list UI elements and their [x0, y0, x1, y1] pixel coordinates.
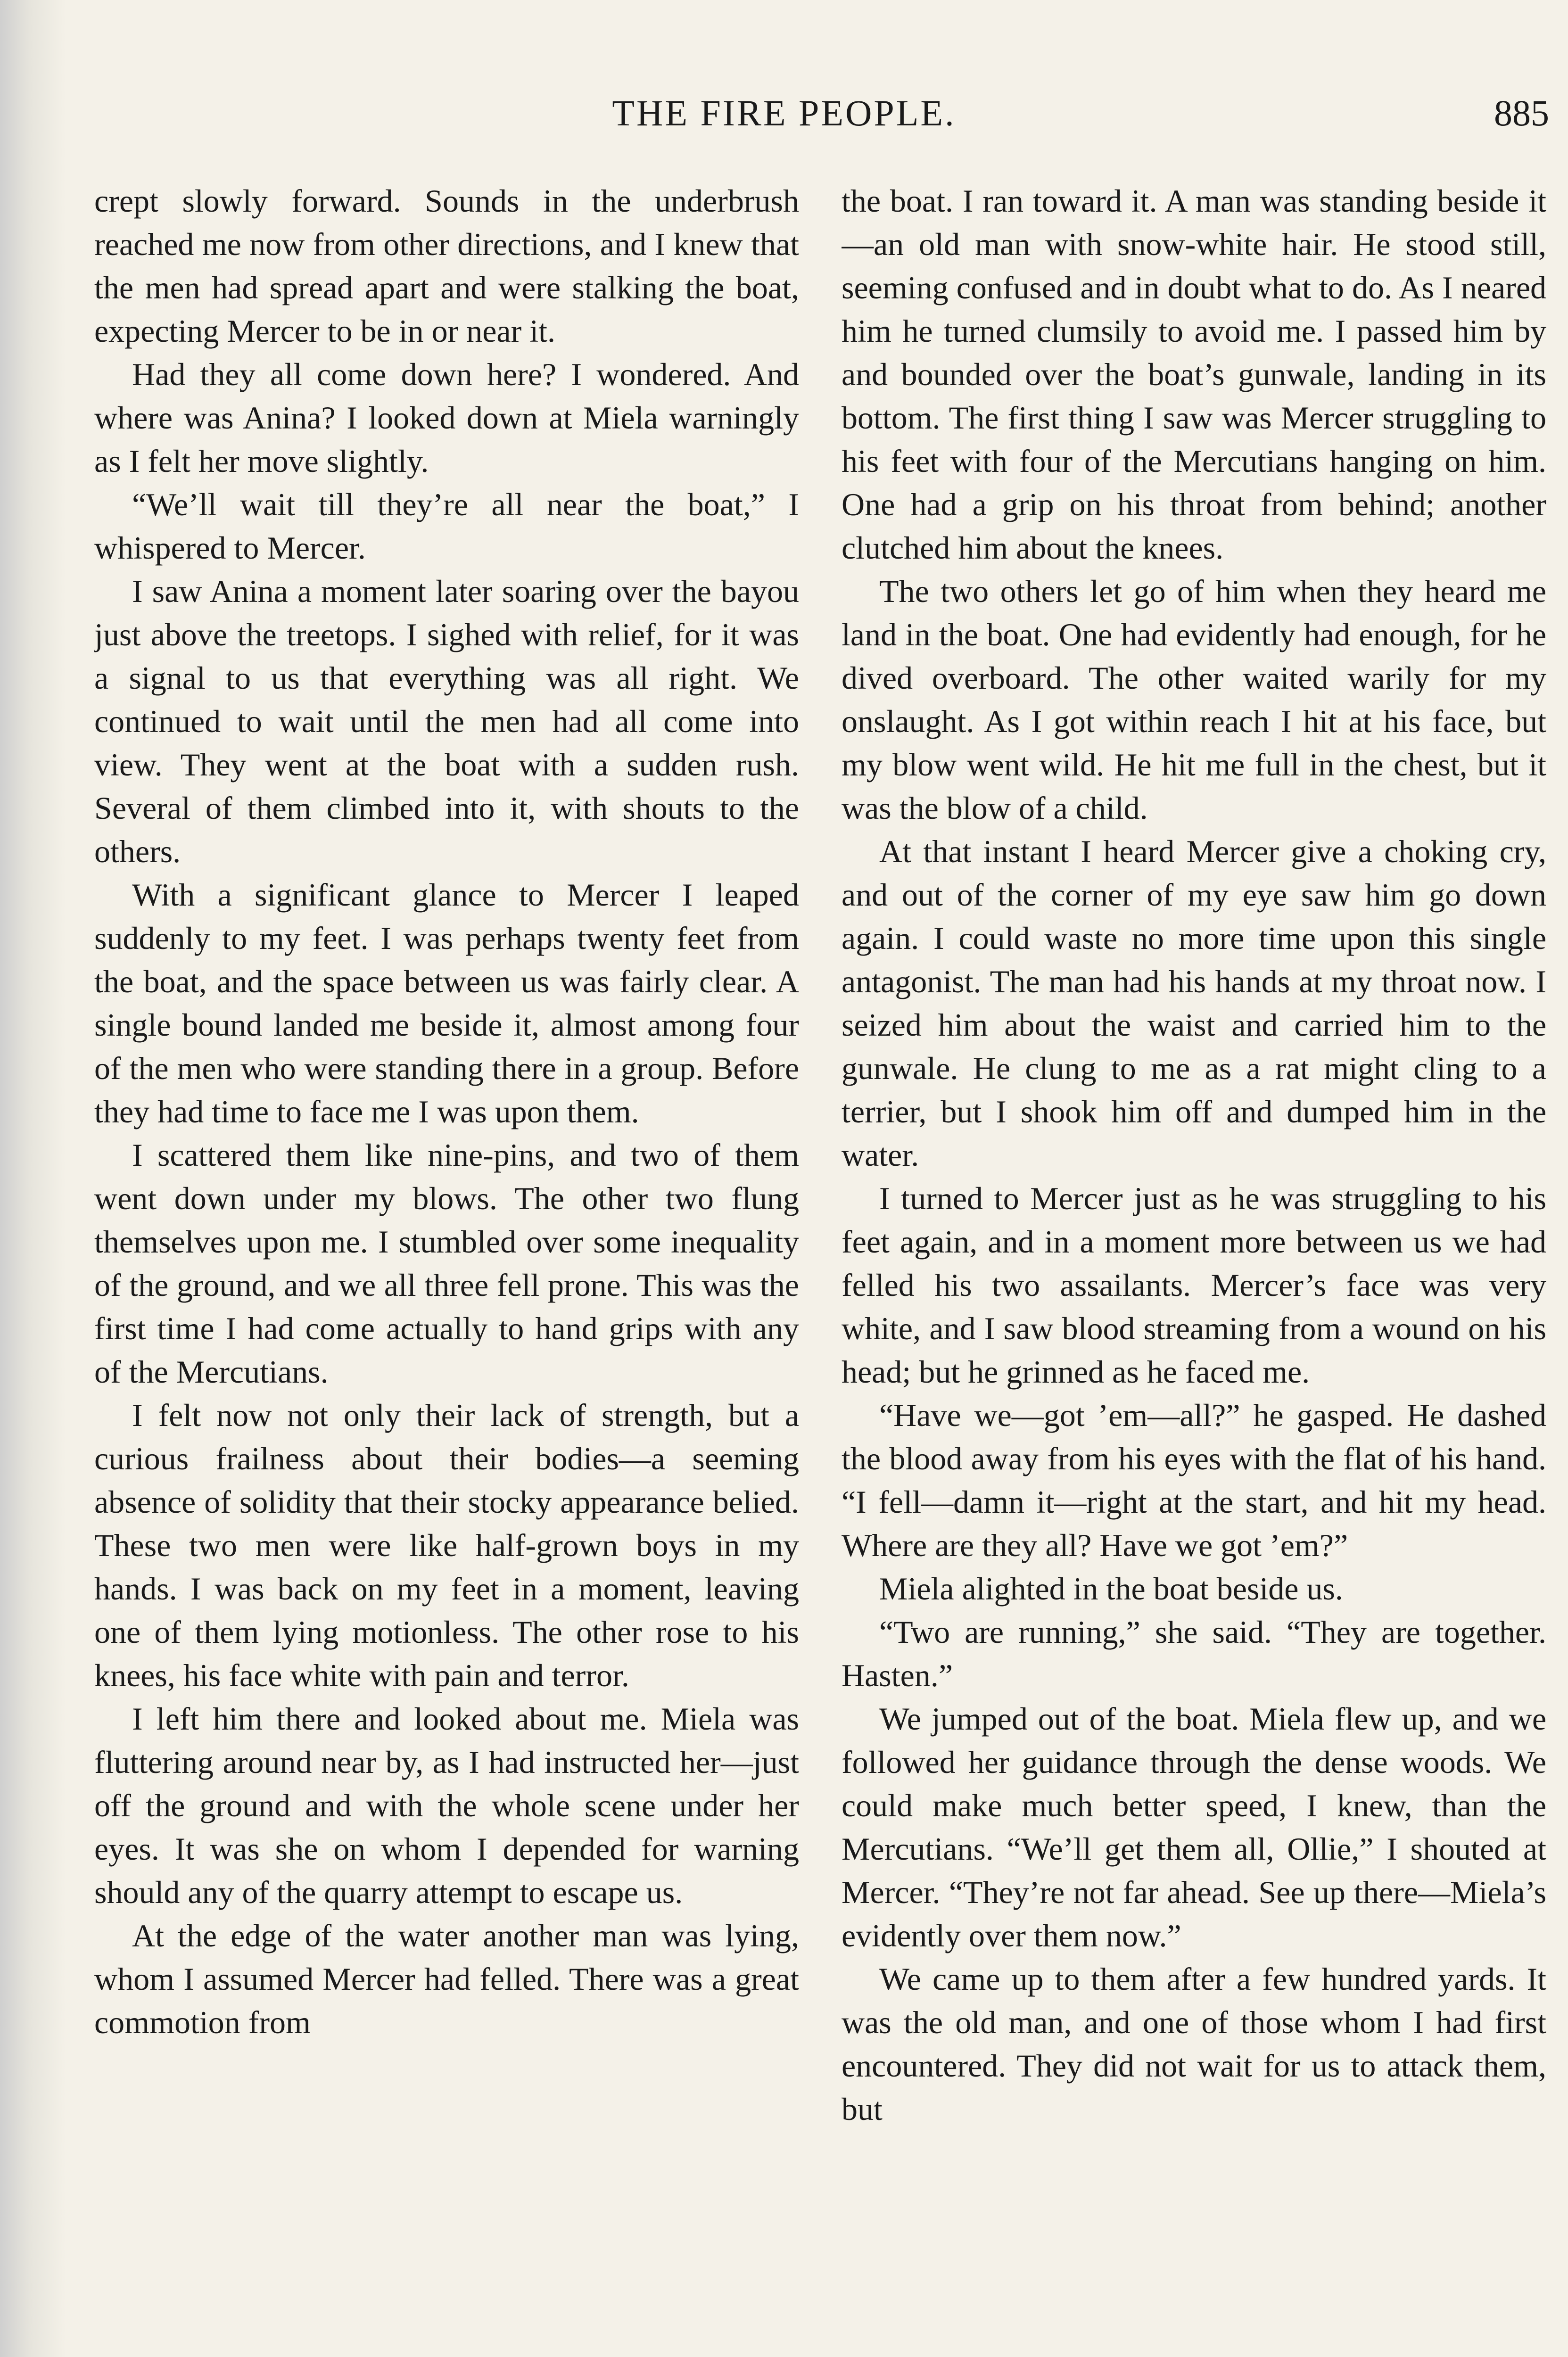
- paragraph: At that instant I heard Mercer give a choking cry, and out of the corner of my eye saw him go down again. I could waste no more time upon this single antagonist. The man had his hands at my throat now. I seized him about the waist and carried him to the gunwale. He clung to me as a rat might cling to a terrier, but I shook him off and dumped him in the water.: [842, 833, 1546, 1173]
- paragraph: “Two are running,” she said. “They are together. Hasten.”: [842, 1614, 1546, 1693]
- paragraph: The two others let go of him when they heard me land in the boat. One had evidently had enough, for he dived overboard. The other waited warily for my onslaught. As I got within reach I hit at his face, but my blow went wild. He hit me full in the chest, but it was the blow of a child.: [842, 573, 1546, 826]
- paragraph: I turned to Mercer just as he was struggling to his feet again, and in a moment more between us we had felled his two assailants. Mercer’s face was very white, and I saw blood streaming from a wound on his head; but he grinned as he faced me.: [842, 1180, 1546, 1390]
- paragraph: I scattered them like nine-pins, and two of them went down under my blows. The other two flung themselves upon me. I stumbled over some inequality of the ground, and we all three fell prone. This was the first time I had come actually to hand grips with any of the Mercutians.: [94, 1137, 799, 1390]
- page-number: 885: [1494, 92, 1549, 133]
- paragraph: We came up to them after a few hundred yards. It was the old man, and one of those whom I had first encountered. They did not wait for us to attack them, but: [842, 1961, 1546, 2127]
- paragraph: I saw Anina a moment later soaring over the bayou just above the treetops. I sighed with relief, for it was a signal to us that everything was all right. We continued to wait until the men had all come into view. They went at the boat with a sudden rush. Several of them climbed into it, with shouts to the others.: [94, 573, 799, 869]
- paragraph: “We’ll wait till they’re all near the boat,” I whispered to Mercer.: [94, 486, 799, 566]
- paragraph: “Have we—got ’em—all?” he gasped. He dashed the blood away from his eyes with the flat of his hand. “I fell—damn it—right at the start, and hit my head. Where are they all? Have we got ’em?”: [842, 1397, 1546, 1563]
- right-column: [842, 179, 1546, 2357]
- paragraph: the boat. I ran toward it. A man was standing beside it—an old man with snow-white hair. He stood still, seeming confused and in doubt what to do. As I neared him he turned clumsily to avoid me. I passed him by and bounded over the boat’s gunwale, landing in its bottom. The first thing I saw was Mercer struggling to his feet with four of the Mercutians hanging on him. One had a grip on his throat from behind; another clutched him about the knees.: [842, 183, 1546, 566]
- binding-gutter-shadow: [0, 0, 66, 2357]
- paragraph: I felt now not only their lack of strength, but a curious frailness about their bodies—a seeming absence of solidity that their stocky appearance belied. These two men were like half-grown boys in my hands. I was back on my feet in a moment, leaving one of them lying motionless. The other rose to his knees, his face white with pain and terror.: [94, 1397, 799, 1693]
- paragraph: Had they all come down here? I wondered. And where was Anina? I looked down at Miela warningly as I felt her move slightly.: [94, 356, 799, 479]
- paragraph: At the edge of the water another man was lying, whom I assumed Mercer had felled. There was a great commotion from: [94, 1918, 799, 2040]
- text-columns: [94, 179, 1546, 2357]
- paragraph: I left him there and looked about me. Miela was fluttering around near by, as I had instructed her—just off the ground and with the whole scene under her eyes. It was she on whom I depended for warning should any of the quarry attempt to escape us.: [94, 1701, 799, 1910]
- page-header: [0, 92, 1568, 144]
- paragraph: We jumped out of the boat. Miela flew up, and we followed her guidance through the dense woods. We could make much better speed, I knew, than the Mercutians. “We’ll get them all, Ollie,” I shouted at Mercer. “They’re not far ahead. See up there—Miela’s evidently over them now.”: [842, 1701, 1546, 1953]
- paragraph: crept slowly forward. Sounds in the underbrush reached me now from other directions, and I knew that the men had spread apart and were stalking the boat, expecting Mercer to be in or near it.: [94, 183, 799, 349]
- left-column: [94, 179, 799, 2357]
- paragraph: Miela alighted in the boat beside us.: [879, 1571, 1343, 1607]
- running-title: THE FIRE PEOPLE.: [612, 92, 956, 133]
- paragraph: With a significant glance to Mercer I leaped suddenly to my feet. I was perhaps twenty feet from the boat, and the space between us was fairly clear. A single bound landed me beside it, almost among four of the men who were standing there in a group. Before they had time to face me I was upon them.: [94, 877, 799, 1129]
